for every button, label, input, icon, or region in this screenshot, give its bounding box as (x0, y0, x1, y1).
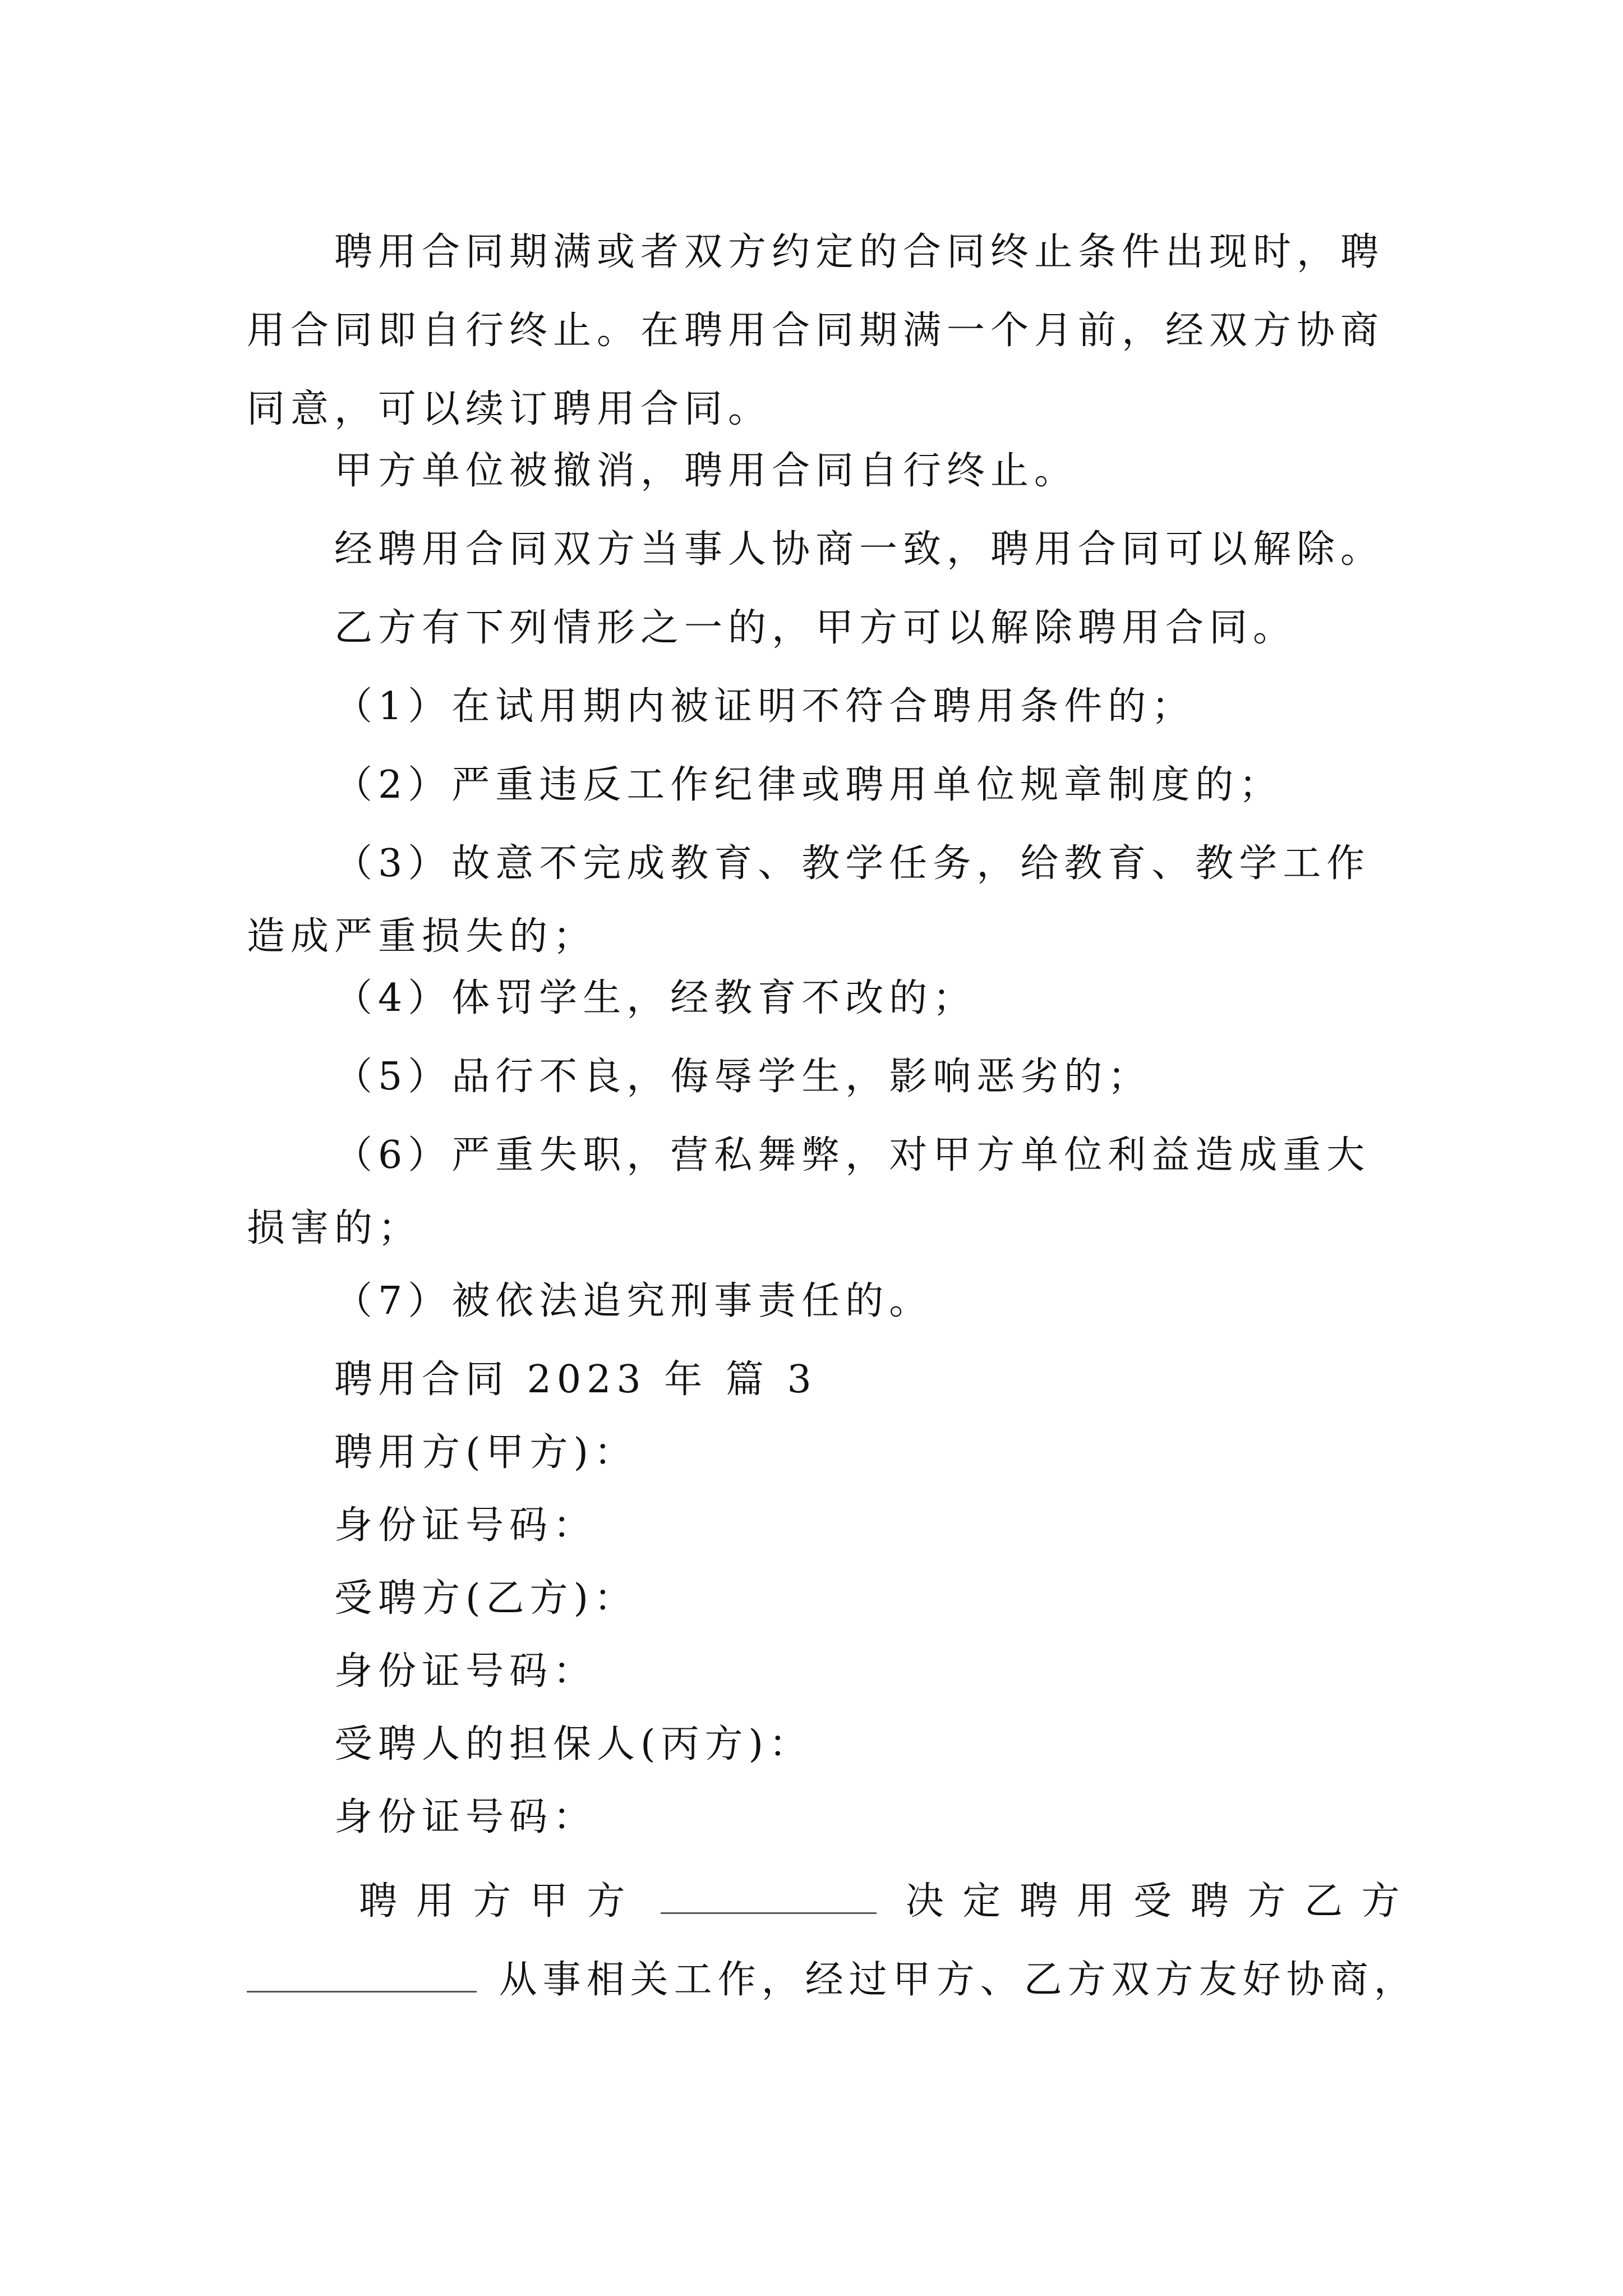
id-number-label: 身份证号码： (334, 1795, 597, 1839)
text-line: 乙方有下列情形之一的，甲方可以解除聘用合同。 (334, 606, 1297, 650)
text-line: 聘用合同期满或者双方约定的合同终止条件出现时，聘 (334, 230, 1385, 274)
list-item: （1）在试用期内被证明不符合聘用条件的； (334, 684, 1196, 729)
list-item: （2）严重违反工作纪律或聘用单位规章制度的； (334, 763, 1283, 807)
fill-in-blank[interactable] (661, 1871, 877, 1914)
party-label: 聘用方(甲方)： (334, 1430, 638, 1475)
id-number-label: 身份证号码： (334, 1503, 597, 1548)
list-item: （3）故意不完成教育、教学任务，给教育、教学工作 (334, 841, 1371, 886)
party-label: 受聘人的担保人(丙方)： (334, 1722, 813, 1766)
text-line: 经聘用合同双方当事人协商一致，聘用合同可以解除。 (334, 527, 1385, 572)
list-item: 损害的； (247, 1206, 422, 1250)
text-segment: 聘 用 方 甲 方 (359, 1879, 629, 1924)
final-paragraph-line2 (247, 1947, 1623, 2014)
list-item: （4）体罚学生，经教育不改的； (334, 976, 977, 1020)
text-segment: 从事相关工作，经过甲方、乙方双方友好协商， (499, 1958, 1418, 2002)
list-item: （6）严重失职，营私舞弊，对甲方单位利益造成重大 (334, 1133, 1371, 1177)
list-item: （5）品行不良，侮辱学生，影响恶劣的； (334, 1055, 1152, 1099)
list-item: 造成严重损失的； (247, 914, 597, 959)
party-label: 受聘方(乙方)： (334, 1576, 638, 1621)
text-line: 甲方单位被撤消，聘用合同自行终止。 (334, 449, 1078, 493)
text-line: 同意，可以续订聘用合同。 (247, 387, 772, 431)
fill-in-blank[interactable] (247, 1949, 477, 1993)
text-line: 用合同即自行终止。在聘用合同期满一个月前，经双方协商 (247, 309, 1385, 353)
text-segment: 决 定 聘 用 受 聘 方 乙 方 (905, 1879, 1403, 1924)
section-title: 聘用合同 2023 年 篇 3 (334, 1358, 817, 1402)
final-paragraph-line1 (359, 1868, 1623, 1935)
list-item: （7）被依法追究刑事责任的。 (334, 1279, 933, 1323)
id-number-label: 身份证号码： (334, 1649, 597, 1694)
